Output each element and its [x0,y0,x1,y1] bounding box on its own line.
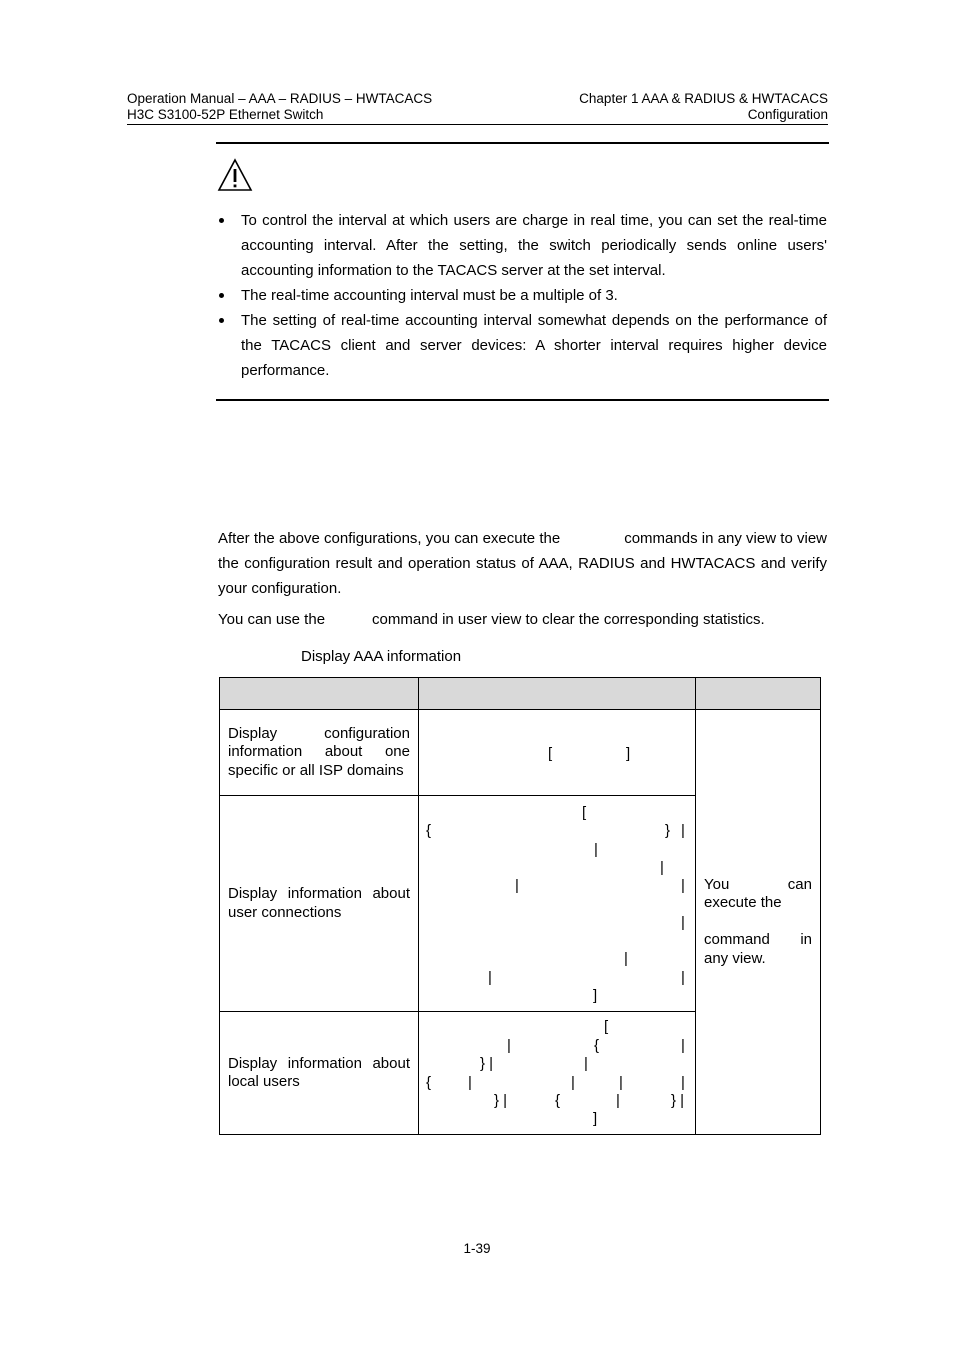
bar-glyph: | [571,1074,575,1091]
caution-item: The real-time accounting interval must be a multiple of 3. [218,283,827,308]
brace-glyph: { [426,822,432,839]
table-header-row [220,678,821,710]
bracket-glyph: ] [593,1110,598,1127]
warning-triangle-icon [217,158,253,192]
bar-glyph: | [584,1055,588,1072]
bar-glyph: | [681,822,685,839]
brace-glyph: { [555,1092,561,1109]
caution-bottom-rule [216,399,829,401]
bar-glyph: | [681,1037,685,1054]
section-title: Configuration [747,107,828,122]
table-row [220,710,821,796]
brace-glyph: } [665,822,671,839]
page-number: 1-39 [463,1241,491,1256]
caution-top-rule [216,142,829,144]
table-caption: Display AAA information [301,648,462,665]
running-header-left [127,91,432,123]
bracket-glyph: [ [548,745,553,762]
brace-glyph: } | [494,1092,508,1109]
bar-glyph: | [681,969,685,986]
command-cell [419,796,696,1012]
product-name: H3C S3100-52P Ethernet Switch [127,107,324,122]
bar-glyph: | [624,950,628,967]
bar-glyph: | [681,877,685,894]
bracket-glyph: [ [582,804,587,821]
bar-glyph: | [616,1092,620,1109]
header-cell-command [419,678,696,710]
header-cell-operation [220,678,419,710]
bar-glyph: | [681,914,685,931]
command-cell [419,1012,696,1135]
operation-cell: Display information about user connections [220,796,419,1012]
brace-glyph: } | [671,1092,685,1109]
body-paragraph-reset: You can use the command in user view to clear the corresponding statistics. [218,611,765,628]
brace-glyph: { [594,1037,600,1054]
remarks-cell: You can execute the command in any view. [696,710,821,1135]
aaa-display-table [219,677,821,1135]
operation-cell: Display information about local users [220,1012,419,1135]
header-cell-remarks [696,678,821,710]
caution-item: To control the interval at which users are charge in real time, you can set the real-time accounting interval. After the setting, the switch periodically sends online users' accounting information to the TACACS server at the set interval. [218,208,827,283]
bracket-glyph: ] [593,987,598,1004]
header-rule [127,124,828,125]
bar-glyph: | [660,859,664,876]
bar-glyph: | [594,841,598,858]
caution-list [218,208,827,383]
chapter-title: Chapter 1 AAA & RADIUS & HWTACACS [579,91,828,106]
running-header-right [579,91,828,123]
bar-glyph: | [515,877,519,894]
body-paragraph-display: After the above configurations, you can execute the commands in any view to view the configuration result and operation status of AAA, RADIUS and HWTACACS and verify your configuration. [218,530,827,597]
bar-glyph: | [468,1074,472,1091]
bracket-glyph: ] [626,745,631,762]
operation-cell: Display configuration information about one specific or all ISP domains [220,710,419,796]
brace-glyph: } | [480,1055,494,1072]
bar-glyph: | [488,969,492,986]
bar-glyph: | [681,1074,685,1091]
caution-item: The setting of real-time accounting interval somewhat depends on the performance of the TACACS client and server devices: A shorter interval requires higher device performance. [218,308,827,383]
brace-glyph: { [426,1074,432,1091]
manual-title: Operation Manual – AAA – RADIUS – HWTACACS [127,91,433,106]
bar-glyph: | [619,1074,623,1091]
bracket-glyph: [ [604,1018,609,1035]
command-cell [419,710,696,796]
bar-glyph: | [507,1037,511,1054]
